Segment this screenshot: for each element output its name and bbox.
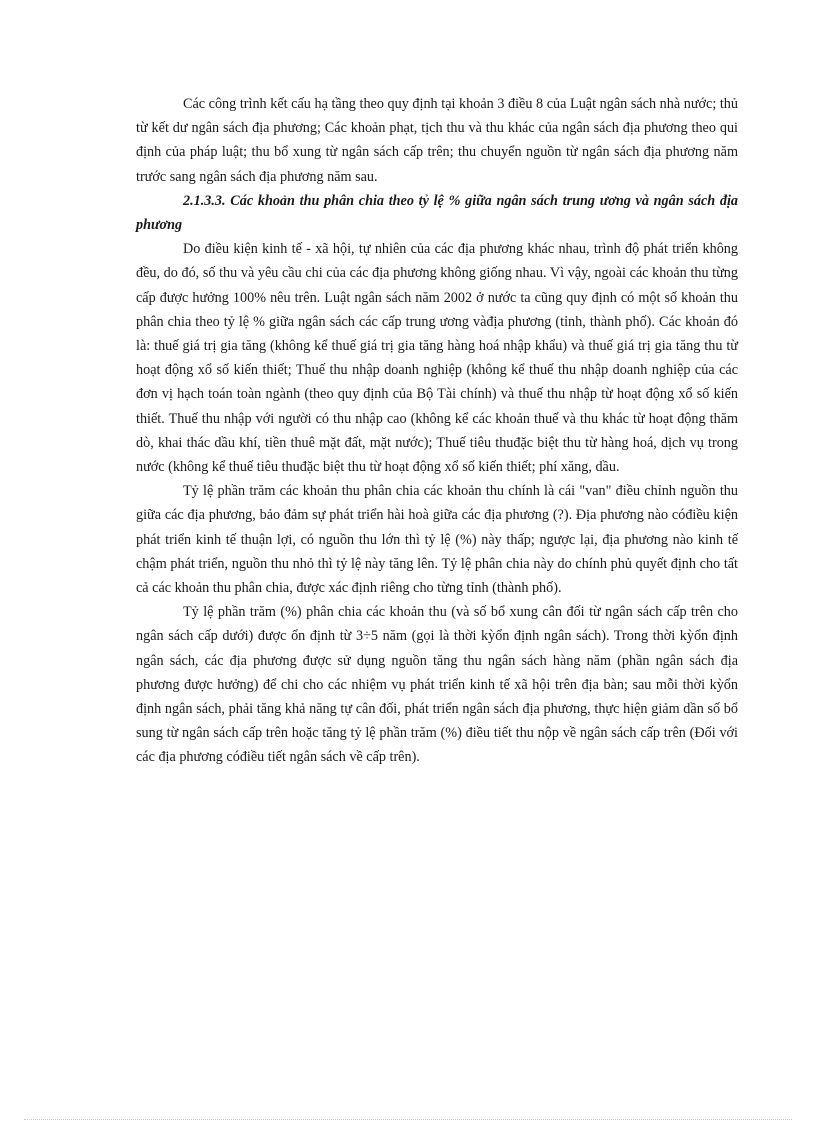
document-page	[136, 92, 738, 770]
paragraph-1: Do điều kiện kinh tế - xã hội, tự nhiên của các địa phương khác nhau, trình độ phát triển không đều, do đó, số thu và yêu cầu chi của các địa phương không giống nhau. Vì vậy, ngoài các khoản thu từng cấp được hưởng 100% nêu trên. Luật ngân sách năm 2002 ở nước ta cũng quy định có một số khoản thu phân chia theo tỷ lệ % giữa ngân sách các cấp trung ương vàđịa phương (tỉnh, thành phố). Các khoản đó là: thuế giá trị gia tăng (không kể thuế giá trị gia tăng hàng hoá nhập khẩu) và thuế giá trị gia tăng thu từ hoạt động xổ số kiến thiết; Thuế thu nhập doanh nghiệp (không kể thuế thu nhập doanh nghiệp của các đơn vị hạch toán toàn ngành (theo quy định của Bộ Tài chính) và thuế thu nhập từ hoạt động xổ số kiến thiết. Thuế thu nhập với người có thu nhập cao (không kể các khoản thuế và thu khác từ hoạt động thăm dò, khai thác dầu khí, tiền thuê mặt đất, mặt nước); Thuế tiêu thuđặc biệt thu từ hàng hoá, dịch vụ trong nước (không kể thuế tiêu thuđặc biệt thu từ hoạt động xổ số kiến thiết; phí xăng, dầu.	[136, 241, 738, 476]
paragraph-3: Tỷ lệ phần trăm (%) phân chia các khoản thu (và số bổ xung cân đối từ ngân sách cấp trên cho ngân sách cấp dưới) được ổn định từ 3÷5 năm (gọi là thời kỳổn định ngân sách). Trong thời kỳổn định ngân sách, các địa phương được sử dụng nguồn tăng thu ngân sách hàng năm (phần ngân sách địa phương được hưởng) để chi cho các nhiệm vụ phát triển kinh tế xã hội trên địa bàn; sau mỗi thời kỳổn định ngân sách, phải tăng khả năng tự cân đối, phát triển ngân sách địa phương, thực hiện giảm dần số bổ sung từ ngân sách cấp trên hoặc tăng tỷ lệ phần trăm (%) điều tiết thu nộp về ngân sách cấp trên (Đối với các địa phương cóđiều tiết ngân sách về cấp trên).	[136, 604, 738, 766]
section-heading: 2.1.3.3. Các khoản thu phân chia theo tỷ lệ % giữa ngân sách trung ương và ngân sách địa phương	[136, 192, 738, 234]
paragraph-2: Tỷ lệ phần trăm các khoản thu phân chia các khoản thu chính là cái "van" điều chỉnh nguồn thu giữa các địa phương, bảo đảm sự phát triển hài hoà giữa các địa phương (?). Địa phương nào cóđiều kiện phát triển kinh tế thuận lợi, có nguồn thu lớn thì tỷ lệ (%) này thấp; ngược lại, địa phương nào kinh tế chậm phát triển, nguồn thu nhỏ thì tỷ lệ này tăng lên. Tỷ lệ phân chia này do chính phủ quyết định cho tất cả các khoản thu phân chia, được xác định riêng cho từng tỉnh (thành phố).	[136, 483, 738, 597]
page-bottom-divider	[24, 1119, 792, 1120]
paragraph-intro: Các công trình kết cấu hạ tầng theo quy định tại khoản 3 điều 8 của Luật ngân sách nhà nước; thủ từ kết dư ngân sách địa phương; Các khoản phạt, tịch thu và thu khác của ngân sách địa phương theo qui định của pháp luật; thu bổ xung từ ngân sách cấp trên; thu chuyển nguồn từ ngân sách địa phương năm trước sang ngân sách địa phương năm sau.	[136, 96, 738, 185]
